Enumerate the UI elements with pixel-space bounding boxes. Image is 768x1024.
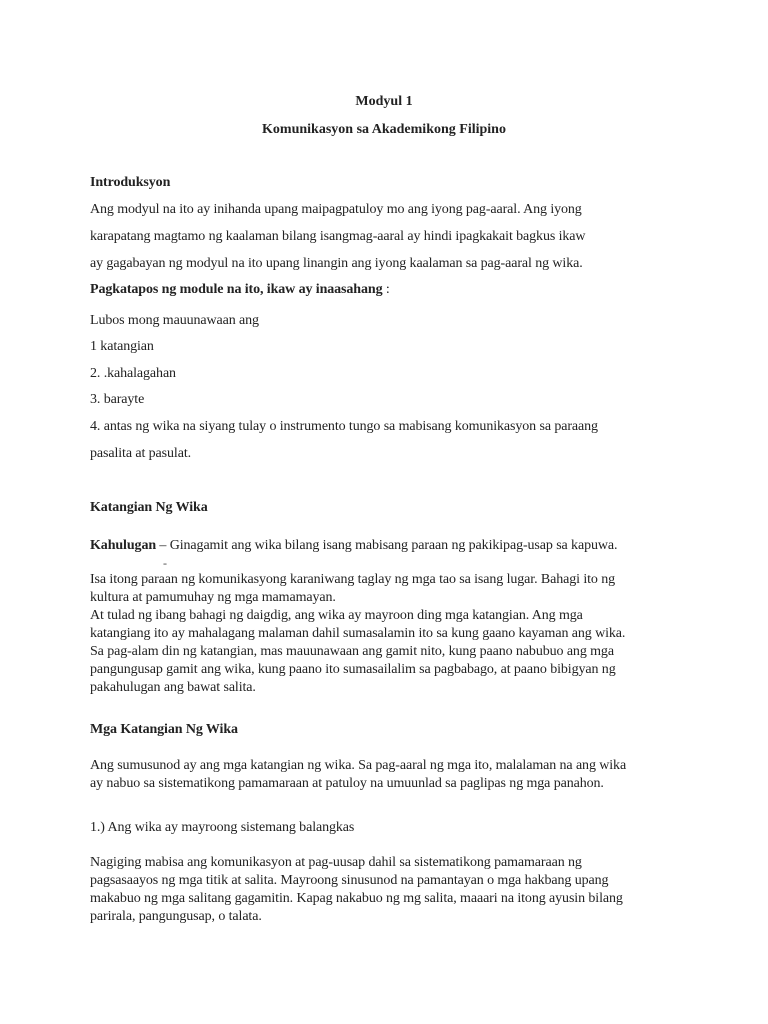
- list-item: 3. barayte: [90, 392, 145, 407]
- katangian-line: At tulad ng ibang bahagi ng daigdig, ang wika ay mayroon ding mga katangian. Ang mga: [90, 608, 583, 623]
- definition-text: – Ginagamit ang wika bilang isang mabisang paraan ng pakikipag-usap sa kapuwa.: [156, 538, 618, 553]
- expectation-line: [90, 282, 390, 298]
- katangian-line: pangungusap gamit ang wika, kung paano ito sumasailalim sa pagbabago, at paano bibigyan ng: [90, 662, 616, 677]
- point-1-line: Nagiging mabisa ang komunikasyon at pag-uusap dahil sa sistematikong pamamaraan ng: [90, 855, 582, 870]
- intro-line-1: Ang modyul na ito ay inihanda upang maipagpatuloy mo ang iyong pag-aaral. Ang iyong: [90, 202, 582, 217]
- katangian-heading: Katangian Ng Wika: [90, 500, 208, 515]
- katangian-line: katangiang ito ay mahalagang malaman dahil sumasalamin ito sa kung gaano kayaman ang wika.: [90, 626, 626, 641]
- mga-katangian-line: Ang sumusunod ay ang mga katangian ng wika. Sa pag-aaral ng mga ito, malalaman na ang wika: [90, 758, 627, 773]
- intro-line-2: karapatang magtamo ng kaalaman bilang isangmag-aaral ay hindi ipagkakait bagkus ikaw: [90, 229, 586, 244]
- point-1-line: makabuo ng mga salitang gagamitin. Kapag nakabuo ng mg salita, maaari na itong ayusin bilang: [90, 891, 623, 906]
- definition-term: Kahulugan: [90, 538, 157, 553]
- list-item: 4. antas ng wika na siyang tulay o instrumento tungo sa mabisang komunikasyon sa paraang: [90, 419, 598, 434]
- module-title: Modyul 1: [355, 94, 413, 109]
- point-1-line: pagsasaayos ng mga titik at salita. Mayroong sinusunod na pamantayan o mga hakbang upang: [90, 873, 609, 888]
- katangian-line: Isa itong paraan ng komunikasyong karaniwang taglay ng mga tao sa isang lugar. Bahagi ito ng: [90, 572, 616, 587]
- course-title: Komunikasyon sa Akademikong Filipino: [262, 122, 506, 137]
- mga-katangian-line: ay nabuo sa sistematikong pamamaraan at patuloy na umuunlad sa paglipas ng mga panahon.: [90, 776, 604, 791]
- stray-dash: -: [163, 556, 167, 570]
- list-item: 2. .kahalagahan: [90, 366, 176, 381]
- mga-katangian-heading: Mga Katangian Ng Wika: [90, 722, 238, 737]
- katangian-line: kultura at pamumuhay ng mga mamamayan.: [90, 590, 336, 605]
- list-item: 1 katangian: [90, 339, 154, 354]
- point-1-heading: 1.) Ang wika ay mayroong sistemang balangkas: [90, 820, 355, 835]
- katangian-line: pakahulugan ang bawat salita.: [90, 680, 256, 695]
- expectation-tail: :: [382, 282, 390, 297]
- expectation-bold: Pagkatapos ng module na ito, ikaw ay inaasahang: [90, 282, 383, 297]
- intro-line-3: ay gagabayan ng modyul na ito upang linangin ang iyong kaalaman sa pag-aaral ng wika.: [90, 256, 583, 271]
- intro-heading: Introduksyon: [90, 175, 171, 190]
- definition-line: [90, 538, 617, 554]
- point-1-line: parirala, pangungusap, o talata.: [90, 909, 262, 924]
- list-intro: Lubos mong mauunawaan ang: [90, 313, 259, 328]
- list-item: pasalita at pasulat.: [90, 446, 192, 461]
- katangian-line: Sa pag-alam din ng katangian, mas mauunawaan ang gamit nito, kung paano nabubuo ang mga: [90, 644, 614, 659]
